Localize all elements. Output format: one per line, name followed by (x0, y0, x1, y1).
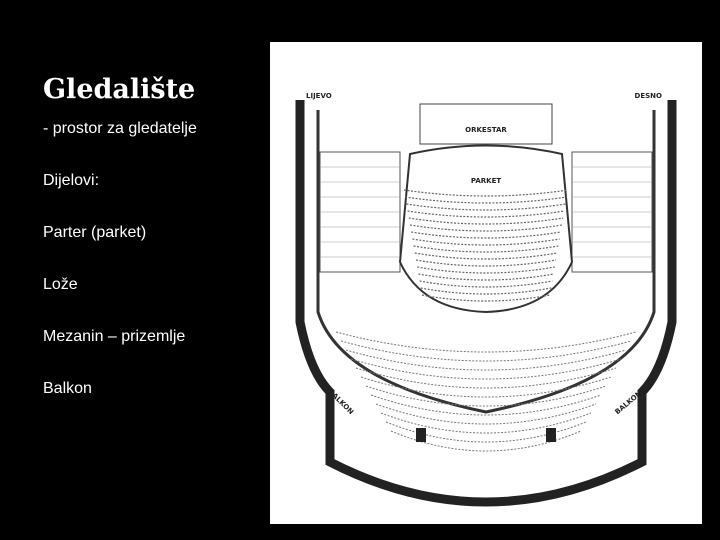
parquet-row (417, 267, 555, 273)
parquet-row (411, 232, 561, 238)
seating-plan-svg (270, 42, 702, 524)
balcony-column-left (416, 428, 426, 442)
label-balcony-left: BALKON (326, 387, 355, 417)
label-parquet: PARKET (470, 177, 502, 185)
theatre-seating-plan (270, 42, 702, 524)
label-orchestra: ORKESTAR (465, 126, 507, 134)
balcony-column-right (546, 428, 556, 442)
parquet-row (421, 288, 551, 294)
balcony-row (341, 341, 631, 361)
list-item-dijelovi: Dijelovi: (43, 172, 100, 189)
balcony-row (351, 359, 621, 379)
parquet-row (414, 246, 559, 252)
parquet-row (405, 197, 567, 203)
label-left: LIJEVO (306, 92, 332, 100)
inner-wall (318, 110, 654, 412)
parquet-row (415, 253, 557, 259)
orchestra-pit (420, 104, 552, 144)
list-item-loze: Lože (43, 276, 78, 293)
label-right: DESNO (634, 92, 662, 100)
balcony-row (381, 413, 591, 433)
balcony-row (366, 386, 606, 406)
balcony-row (361, 377, 611, 397)
parquet-row (412, 239, 559, 245)
parquet-row (416, 260, 556, 266)
parquet-row (418, 274, 553, 280)
parquet-seat-rows (404, 190, 568, 301)
parquet-row (422, 295, 550, 301)
balcony-row (336, 332, 636, 352)
slide-title: Gledalište (43, 74, 196, 105)
label-balcony-right: BALKON (613, 389, 644, 417)
parquet-row (406, 204, 565, 210)
parquet-row (410, 225, 562, 231)
balcony-row (376, 404, 596, 424)
list-item-mezanin: Mezanin – prizemlje (43, 328, 186, 345)
balcony-seat-rows (336, 332, 636, 451)
slide-subtitle: - prostor za gledatelje (43, 120, 197, 137)
balcony-row (346, 350, 626, 370)
list-item-parter: Parter (parket) (43, 224, 147, 241)
parquet-row (404, 190, 568, 196)
parquet-row (409, 218, 563, 224)
parquet-row (420, 281, 553, 287)
parquet-row (408, 211, 565, 217)
list-item-balkon: Balkon (43, 380, 92, 397)
